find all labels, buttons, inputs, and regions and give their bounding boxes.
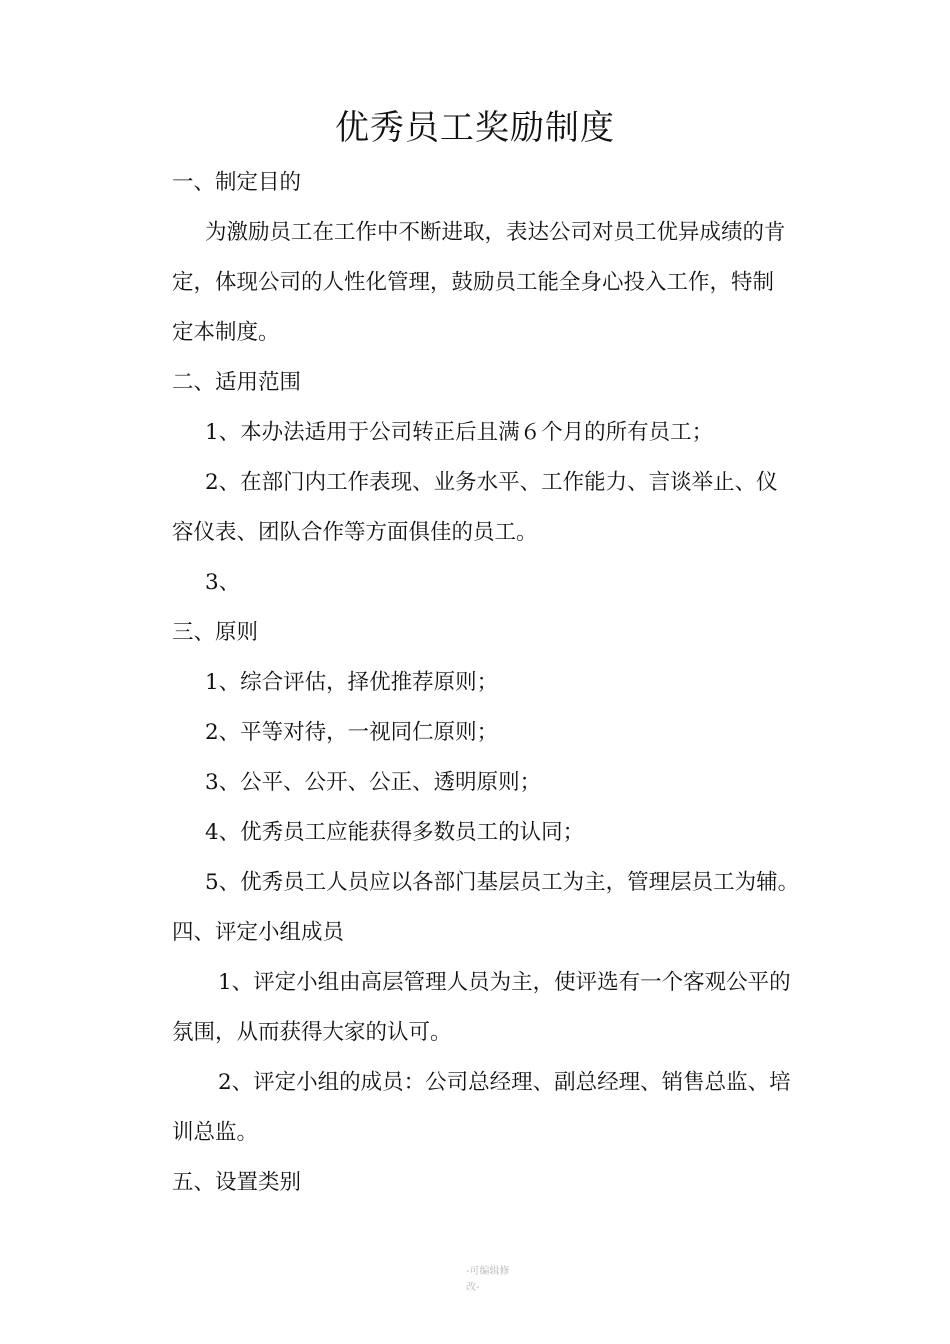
section-heading-scope: 二、适用范围 [172,370,302,395]
footer-line: 改- [466,1282,480,1293]
page-footer [466,1264,526,1296]
section-heading-purpose: 一、制定目的 [172,170,302,195]
section-heading-committee: 四、评定小组成员 [172,920,345,945]
list-item: 5、优秀员工人员应以各部门基层员工为主，管理层员工为辅。 [205,870,800,895]
list-item: 2、在部门内工作表现、业务水平、工作能力、言谈举止、仪 [205,470,778,495]
list-item: 2、评定小组的成员：公司总经理、副总经理、销售总监、培 [218,1070,791,1095]
section-heading-categories: 五、设置类别 [172,1170,302,1195]
list-item: 4、优秀员工应能获得多数员工的认同； [205,820,585,845]
list-item-continuation: 训总监。 [172,1120,259,1145]
list-item: 2、平等对待，一视同仁原则； [205,720,499,745]
document-title: 优秀员工奖励制度 [335,108,615,148]
section-heading-principles: 三、原则 [172,620,259,645]
paragraph-line: 定，体现公司的人性化管理，鼓励员工能全身心投入工作，特制 [172,270,775,295]
list-item-continuation: 氛围，从而获得大家的认可。 [172,1020,452,1045]
footer-line: -可编辑修 [466,1266,510,1277]
list-item: 1、本办法适用于公司转正后且满６个月的所有员工； [205,420,714,445]
paragraph-line: 为激励员工在工作中不断进取，表达公司对员工优异成绩的肯 [205,220,786,245]
list-item: 3、 [205,570,241,595]
paragraph-line: 定本制度。 [172,320,280,345]
list-item: 3、公平、公开、公正、透明原则； [205,770,542,795]
list-item-continuation: 容仪表、团队合作等方面俱佳的员工。 [172,520,538,545]
list-item: 1、综合评估，择优推荐原则； [205,670,499,695]
list-item: 1、评定小组由高层管理人员为主，使评选有一个客观公平的 [218,970,791,995]
